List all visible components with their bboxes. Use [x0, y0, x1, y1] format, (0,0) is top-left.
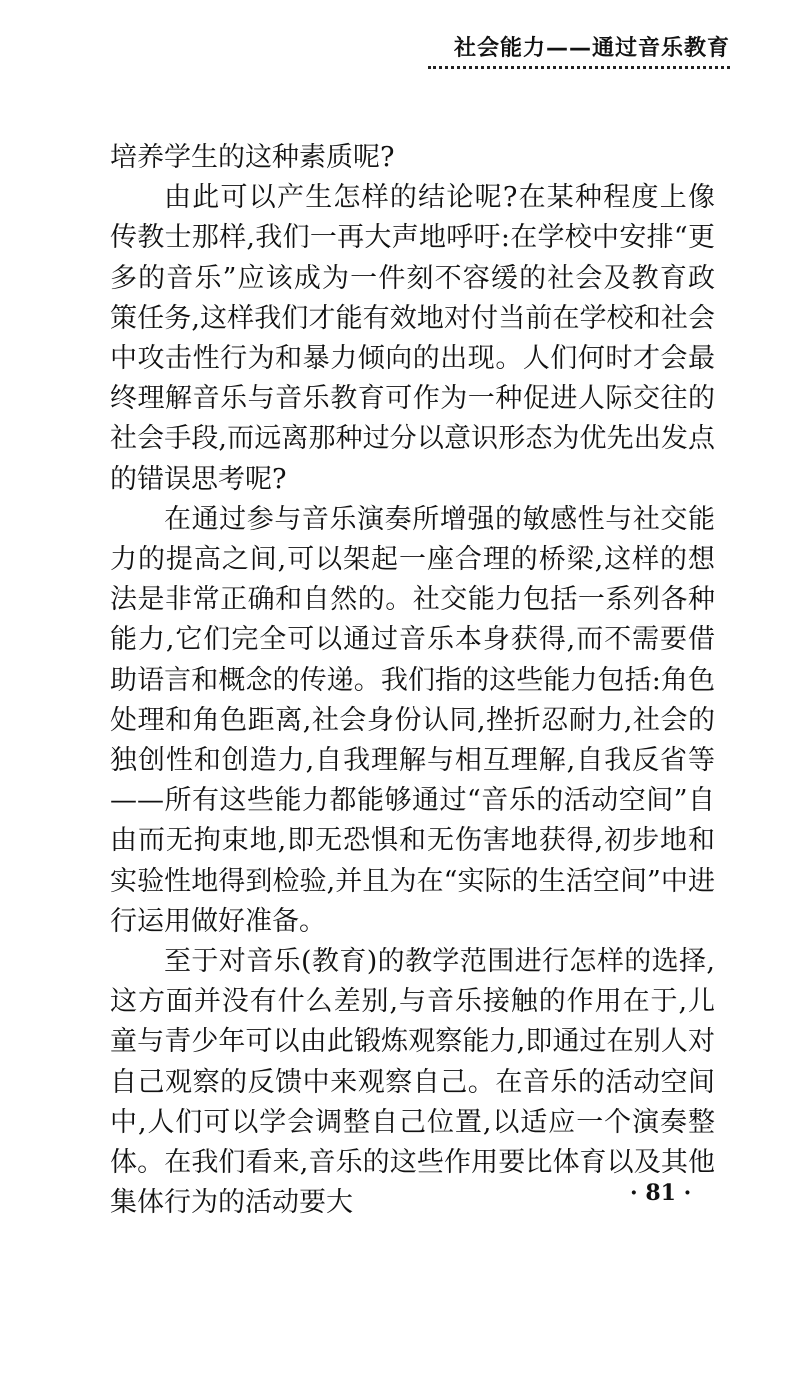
- paragraph: 至于对音乐(教育)的教学范围进行怎样的选择,这方面并没有什么差别,与音乐接触的作用在于,儿童与青少年可以由此锻炼观察能力,即通过在别人对自己观察的反馈中来观察自己。在音乐的活动空间中,人们可以学会调整自己位置,以适应一个演奏整体。在我们看来,音乐的这些作用要比体育以及其他集体行为的活动要大: [110, 946, 715, 1219]
- header-dotted-rule: [428, 66, 730, 69]
- paragraph-continued: 培养学生的这种素质呢?: [110, 142, 395, 173]
- running-header: [400, 36, 730, 70]
- page-number: · 81 ·: [630, 1180, 692, 1206]
- paragraph: 由此可以产生怎样的结论呢?在某种程度上像传教士那样,我们一再大声地呼吁:在学校中安排“更多的音乐”应该成为一件刻不容缓的社会及教育政策任务,这样我们才能有效地对付当前在学校和社会中攻击性行为和暴力倾向的出现。人们何时才会最终理解音乐与音乐教育可作为一种促进人际交往的社会手段,而远离那种过分以意识形态为优先出发点的错误思考呢?: [110, 182, 715, 495]
- chapter-title: 社会能力——通过音乐教育: [453, 36, 730, 61]
- paragraph: 在通过参与音乐演奏所增强的敏感性与社交能力的提高之间,可以架起一座合理的桥梁,这样的想法是非常正确和自然的。社交能力包括一系列各种能力,它们完全可以通过音乐本身获得,而不需要借助语言和概念的传递。我们指的这些能力包括:角色处理和角色距离,社会身份认同,挫折忍耐力,社会的独创性和创造力,自我理解与相互理解,自我反省等——所有这些能力都能够通过“音乐的活动空间”自由而无拘束地,即无恐惧和无伤害地获得,初步地和实验性地得到检验,并且为在“实际的生活空间”中进行运用做好准备。: [110, 503, 715, 937]
- body-text: [110, 138, 715, 1223]
